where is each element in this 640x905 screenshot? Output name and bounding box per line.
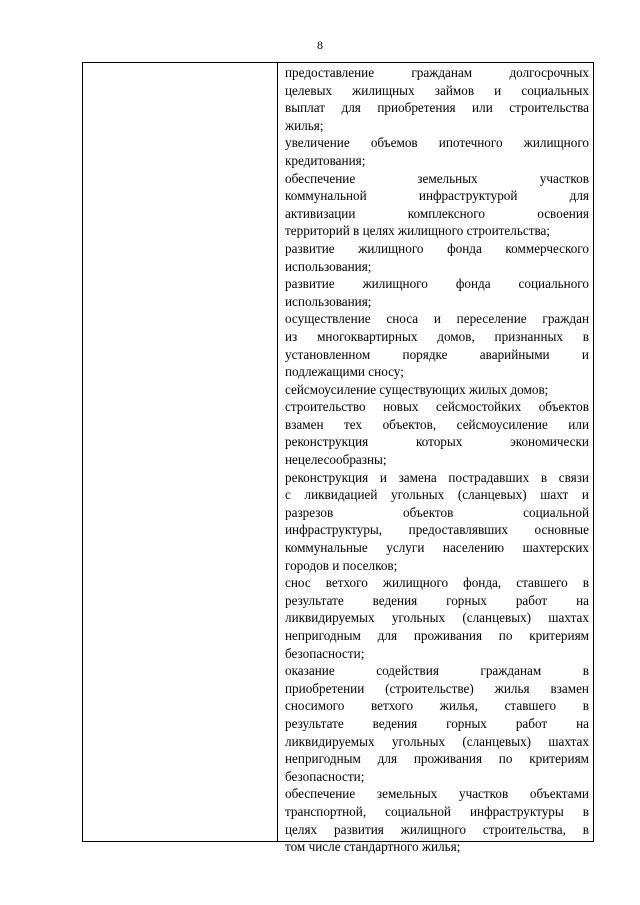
text-line: городов и поселков; [285,557,398,573]
text-line: результате ведения горных работ на [285,592,589,608]
text-line: обеспечение земельных участков объектами [285,786,589,802]
text-line: обеспечение земельных участков [285,170,589,186]
text-line: нецелесообразны; [285,452,387,468]
table-left-column [83,63,278,841]
text-line: использования; [285,258,372,274]
document-table [82,62,594,855]
text-line: кредитования; [285,152,366,168]
text-line: целях развития жилищного строительства, в [285,821,589,837]
text-line: оказание содействия гражданам в [285,663,589,679]
text-line: реконструкция которых экономически [285,434,589,450]
text-line: осуществление сноса и переселение граждан [285,311,589,327]
text-line: установленном порядке аварийными и [285,346,589,362]
text-line: приобретении (строительстве) жилья взамен [285,680,589,696]
text-line: сейсмоусиление существующих жилых домов; [285,381,549,397]
text-line: подлежащими сносу; [285,364,404,380]
text-line: коммунальные услуги населению шахтерских [285,540,589,556]
text-line: инфраструктуры, предоставлявших основные [285,522,589,538]
text-line: с ликвидацией угольных (сланцевых) шахт и [285,487,589,503]
text-line: безопасности; [285,768,365,784]
text-line: том числе стандартного жилья; [285,839,461,855]
text-line: непригодным для проживания по критериям [285,751,589,767]
text-line: ликвидируемых угольных (сланцевых) шахтах [285,733,589,749]
text-line: результате ведения горных работ на [285,715,589,731]
text-line: непригодным для проживания по критериям [285,628,589,643]
text-line: коммунальной инфраструктурой для [285,188,589,204]
text-line: предоставление гражданам долгосрочных [285,65,589,80]
text-line: разрезов объектов социальной [285,504,589,520]
text-line: территорий в целях жилищного строительства; [285,223,551,239]
table-right-column [279,63,593,856]
text-line: выплат для приобретения или строительства [285,100,589,116]
text-line: активизации комплексного освоения [285,205,589,221]
text-line: развитие жилищного фонда социального [285,276,589,292]
text-line: из многоквартирных домов, признанных в [285,328,589,344]
text-line: ликвидируемых угольных (сланцевых) шахтах [285,610,589,626]
page-number: 8 [317,38,323,52]
text-line: жилья; [285,117,324,133]
text-line: реконструкция и замена пострадавших в связи [285,469,589,485]
text-line: взамен тех объектов, сейсмоусиление или [285,416,589,432]
text-line: целевых жилищных займов и социальных [285,82,589,98]
text-line: сносимого ветхого жилья, ставшего в [285,698,589,714]
text-line: снос ветхого жилищного фонда, ставшего в [285,575,589,591]
text-line: увеличение объемов ипотечного жилищного [285,135,589,151]
text-line: транспортной, социальной инфраструктуры в [285,803,589,819]
text-line: безопасности; [285,645,365,661]
text-line: использования; [285,293,372,309]
text-line: строительство новых сейсмостойких объектов [285,399,589,415]
text-line: развитие жилищного фонда коммерческого [285,240,589,256]
